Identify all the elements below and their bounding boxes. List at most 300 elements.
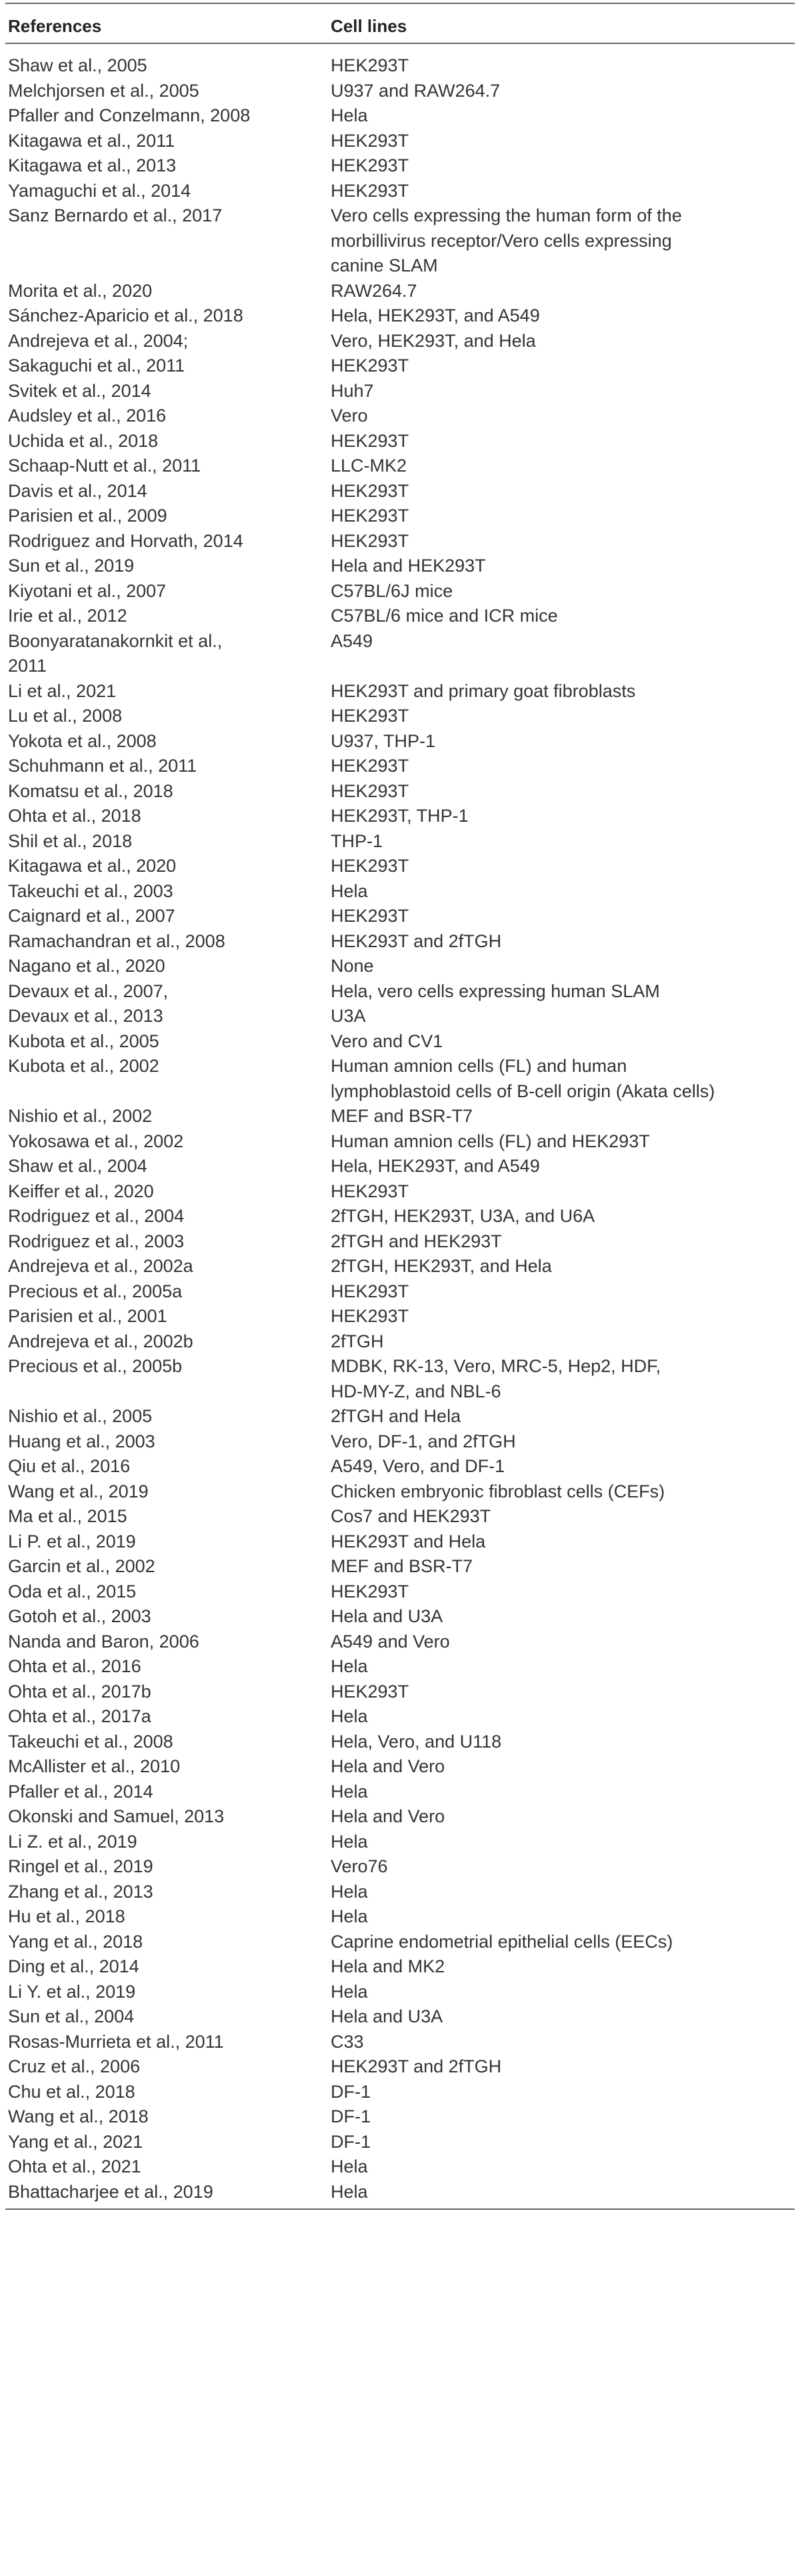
- reference-text: Rodriguez et al., 2004: [8, 1206, 185, 1226]
- cell-lines-text: A549, Vero, and DF-1: [331, 1456, 505, 1476]
- table-row: [0, 979, 800, 1005]
- reference-text: Audsley et al., 2016: [8, 406, 167, 426]
- cell-lines-text: HEK293T: [331, 906, 409, 926]
- reference-text: Li Z. et al., 2019: [8, 1831, 137, 1852]
- reference-cell: [0, 153, 323, 179]
- reference-cell: [0, 2080, 323, 2105]
- cell-lines-cell: [323, 1704, 783, 1730]
- cell-lines-text: 2fTGH: [331, 1331, 384, 1351]
- cell-lines-text: Hela: [331, 1881, 368, 1902]
- cell-lines-cell: [323, 604, 783, 629]
- cell-lines-text: Hela: [331, 1831, 368, 1852]
- cell-lines-cell: [323, 53, 783, 79]
- reference-cell: [0, 129, 323, 154]
- reference-cell: [0, 1129, 323, 1155]
- reference-cell: [0, 1454, 323, 1479]
- reference-cell: [0, 1004, 323, 1029]
- table-header: [0, 12, 800, 39]
- reference-cell: [0, 2154, 323, 2180]
- table-row: [0, 1954, 800, 1980]
- cell-lines-cell: [323, 404, 783, 429]
- cell-lines-text: Hela, HEK293T, and A549: [331, 1156, 540, 1176]
- cell-lines-cell: [323, 79, 783, 104]
- cell-lines-cell: [323, 479, 783, 504]
- reference-cell: [0, 1854, 323, 1880]
- cell-lines-cell: [323, 2130, 783, 2155]
- cell-lines-text: Hela and Vero: [331, 1756, 445, 1776]
- reference-text: Nishio et al., 2005: [8, 1406, 153, 1426]
- reference-cell: [0, 854, 323, 879]
- reference-cell: [0, 1954, 323, 1980]
- cell-lines-text: Human amnion cells (FL) and human: [331, 1056, 627, 1076]
- table-row: [0, 1229, 800, 1255]
- cell-lines-text: HEK293T: [331, 356, 409, 376]
- table-row: [0, 2080, 800, 2105]
- reference-text: Caignard et al., 2007: [8, 906, 175, 926]
- reference-text: Ramachandran et al., 2008: [8, 930, 225, 951]
- table-row: [0, 754, 800, 779]
- cell-lines-text: HEK293T: [331, 430, 409, 451]
- cell-lines-text: Cos7 and HEK293T: [331, 1506, 491, 1526]
- table-row: [0, 1354, 800, 1404]
- reference-text: Davis et al., 2014: [8, 480, 147, 501]
- table-row: [0, 529, 800, 554]
- cell-lines-cell: [323, 804, 783, 829]
- cell-lines-text: 2fTGH and HEK293T: [331, 1231, 502, 1251]
- reference-text: Devaux et al., 2013: [8, 1006, 163, 1026]
- reference-cell: [0, 1654, 323, 1680]
- cell-lines-text: RAW264.7: [331, 280, 417, 301]
- reference-text: Ohta et al., 2017b: [8, 1681, 151, 1702]
- cell-lines-cell: [323, 1930, 783, 1955]
- reference-cell: [0, 379, 323, 404]
- reference-text: Sakaguchi et al., 2011: [8, 356, 185, 376]
- cell-lines-text: lymphoblastoid cells of B-cell origin (Akata cells): [331, 1081, 715, 1101]
- cell-lines-cell: [323, 203, 783, 279]
- reference-text: Andrejeva et al., 2002a: [8, 1256, 193, 1276]
- reference-cell: [0, 1254, 323, 1279]
- cell-lines-text: Vero: [331, 406, 368, 426]
- cell-lines-text: Hela and U3A: [331, 1606, 443, 1626]
- cell-lines-text: C33: [331, 2031, 364, 2052]
- cell-lines-text: MEF and BSR-T7: [331, 1556, 473, 1576]
- cell-lines-text: U3A: [331, 1006, 366, 1026]
- cell-lines-text: Hela, vero cells expressing human SLAM: [331, 981, 660, 1001]
- table-row: [0, 2054, 800, 2080]
- reference-cell: [0, 1429, 323, 1455]
- cell-lines-cell: [323, 1880, 783, 1905]
- cell-lines-cell: [323, 854, 783, 879]
- cell-lines-cell: [323, 1229, 783, 1255]
- table-row: [0, 1880, 800, 1905]
- cell-lines-cell: [323, 1554, 783, 1579]
- cell-lines-cell: [323, 179, 783, 204]
- reference-cell: [0, 504, 323, 529]
- table-row: [0, 103, 800, 129]
- cell-lines-cell: [323, 1529, 783, 1555]
- cell-lines-text: HEK293T and 2fTGH: [331, 930, 502, 951]
- table-row: [0, 1804, 800, 1830]
- reference-text: McAllister et al., 2010: [8, 1756, 181, 1776]
- reference-cell: [0, 2030, 323, 2055]
- reference-text: Okonski and Samuel, 2013: [8, 1806, 225, 1826]
- cell-lines-cell: [323, 1179, 783, 1205]
- reference-text: Nanda and Baron, 2006: [8, 1631, 199, 1652]
- table-row: [0, 1704, 800, 1730]
- table-row: [0, 779, 800, 804]
- reference-text: Nishio et al., 2002: [8, 1106, 153, 1126]
- reference-text: Sánchez-Aparicio et al., 2018: [8, 305, 243, 326]
- cell-lines-text: Hela: [331, 880, 368, 901]
- reference-text: Shaw et al., 2004: [8, 1156, 147, 1176]
- cell-lines-text: U937, THP-1: [331, 730, 436, 751]
- cell-lines-text: HEK293T and 2fTGH: [331, 2056, 502, 2076]
- table-row: [0, 1554, 800, 1579]
- table-row: [0, 1654, 800, 1680]
- cell-lines-text: Hela and U3A: [331, 2006, 443, 2026]
- reference-cell: [0, 1229, 323, 1255]
- table-row: [0, 1179, 800, 1205]
- reference-cell: [0, 1179, 323, 1205]
- cell-lines-cell: [323, 2104, 783, 2130]
- cell-lines-text: Caprine endometrial epithelial cells (EECs): [331, 1931, 673, 1952]
- cell-lines-text: HEK293T: [331, 1681, 409, 1702]
- reference-text: Ding et al., 2014: [8, 1956, 139, 1976]
- reference-text: Keiffer et al., 2020: [8, 1181, 154, 1201]
- reference-text: Komatsu et al., 2018: [8, 780, 173, 801]
- table-row: [0, 203, 800, 279]
- reference-cell: [0, 1504, 323, 1529]
- reference-text: Chu et al., 2018: [8, 2081, 135, 2102]
- cell-lines-text: HEK293T: [331, 1306, 409, 1326]
- cell-lines-text: Chicken embryonic fibroblast cells (CEFs): [331, 1481, 665, 1501]
- reference-cell: [0, 1204, 323, 1229]
- reference-text: Ohta et al., 2021: [8, 2156, 141, 2176]
- reference-cell: [0, 604, 323, 629]
- cell-lines-cell: [323, 879, 783, 904]
- table-row: [0, 929, 800, 954]
- cell-lines-text: Hela: [331, 2181, 368, 2202]
- cell-lines-text: Hela, HEK293T, and A549: [331, 305, 540, 326]
- cell-lines-cell: [323, 979, 783, 1005]
- cell-lines-cell: [323, 904, 783, 929]
- reference-text: Morita et al., 2020: [8, 280, 153, 301]
- table-row: [0, 604, 800, 629]
- table-row: [0, 704, 800, 729]
- table-row: [0, 1830, 800, 1855]
- cell-lines-cell: [323, 1654, 783, 1680]
- reference-cell: [0, 1630, 323, 1655]
- reference-cell: [0, 1754, 323, 1780]
- reference-cell: [0, 929, 323, 954]
- table-row: [0, 904, 800, 929]
- reference-text: Li P. et al., 2019: [8, 1531, 136, 1551]
- table-row: [0, 1854, 800, 1880]
- reference-text: Li et al., 2021: [8, 680, 117, 701]
- table-row: [0, 1279, 800, 1305]
- cell-lines-cell: [323, 1129, 783, 1155]
- reference-cell: [0, 354, 323, 379]
- reference-text: Melchjorsen et al., 2005: [8, 80, 199, 101]
- cell-lines-cell: [323, 1954, 783, 1980]
- table-row: [0, 2030, 800, 2055]
- table-row: [0, 354, 800, 379]
- table-body: [0, 53, 800, 2204]
- reference-cell: [0, 1830, 323, 1855]
- reference-cell: [0, 1354, 323, 1404]
- reference-cell: [0, 329, 323, 354]
- reference-text: Schaap-Nutt et al., 2011: [8, 456, 201, 476]
- reference-cell: [0, 1730, 323, 1755]
- table-row: [0, 379, 800, 404]
- reference-cell: [0, 479, 323, 504]
- table-top-rule: [5, 3, 795, 4]
- cell-lines-cell: [323, 779, 783, 804]
- reference-text: Yokosawa et al., 2002: [8, 1131, 184, 1151]
- reference-cell: [0, 1304, 323, 1329]
- cell-lines-cell: [323, 329, 783, 354]
- reference-text: Wang et al., 2018: [8, 2106, 149, 2126]
- reference-text: Rosas-Murrieta et al., 2011: [8, 2031, 224, 2052]
- reference-cell: [0, 979, 323, 1005]
- cell-lines-cell: [323, 1579, 783, 1605]
- cell-lines-cell: [323, 1680, 783, 1705]
- table-row: [0, 1054, 800, 1104]
- cell-lines-cell: [323, 1304, 783, 1329]
- reference-text: Huang et al., 2003: [8, 1431, 155, 1451]
- reference-cell: [0, 954, 323, 979]
- reference-cell: [0, 1980, 323, 2005]
- cell-lines-text: HEK293T: [331, 155, 409, 175]
- reference-text: Qiu et al., 2016: [8, 1456, 131, 1476]
- cell-lines-cell: [323, 2030, 783, 2055]
- table-row: [0, 1904, 800, 1930]
- cell-lines-text: HEK293T: [331, 856, 409, 876]
- reference-text: Sanz Bernardo et al., 2017: [8, 205, 223, 225]
- reference-cell: [0, 103, 323, 129]
- reference-text: Ohta et al., 2017a: [8, 1706, 151, 1726]
- cell-lines-text: Hela: [331, 1781, 368, 1802]
- reference-cell: [0, 203, 323, 279]
- cell-lines-text: Hela: [331, 105, 368, 125]
- reference-cell: [0, 1029, 323, 1055]
- cell-lines-text: None: [331, 956, 374, 976]
- cell-lines-text: 2fTGH and Hela: [331, 1406, 461, 1426]
- table-row: [0, 454, 800, 479]
- reference-text: Rodriguez and Horvath, 2014: [8, 530, 243, 551]
- cell-lines-text: MEF and BSR-T7: [331, 1106, 473, 1126]
- cell-lines-text: Hela: [331, 1906, 368, 1926]
- cell-lines-text: Vero76: [331, 1856, 388, 1876]
- cell-lines-text: canine SLAM: [331, 255, 438, 275]
- reference-cell: [0, 1154, 323, 1179]
- reference-text: Parisien et al., 2001: [8, 1306, 167, 1326]
- reference-cell: [0, 1780, 323, 1805]
- table-row: [0, 153, 800, 179]
- cell-lines-text: Hela: [331, 1656, 368, 1676]
- table-row: [0, 1930, 800, 1955]
- reference-cell: [0, 1479, 323, 1505]
- cell-lines-text: Vero, HEK293T, and Hela: [331, 330, 536, 351]
- reference-cell: [0, 279, 323, 304]
- reference-cell: [0, 1680, 323, 1705]
- header-references: References: [8, 16, 102, 36]
- cell-lines-cell: [323, 2054, 783, 2080]
- reference-text: Parisien et al., 2009: [8, 506, 167, 526]
- cell-lines-text: Hela: [331, 2156, 368, 2176]
- reference-text: Takeuchi et al., 2008: [8, 1731, 173, 1752]
- table-row: [0, 2180, 800, 2205]
- cell-lines-cell: [323, 1004, 783, 1029]
- cell-lines-cell: [323, 729, 783, 754]
- reference-cell: [0, 529, 323, 554]
- cell-lines-cell: [323, 2180, 783, 2205]
- cell-lines-text: HEK293T: [331, 1281, 409, 1301]
- table-row: [0, 1304, 800, 1329]
- table-row: [0, 179, 800, 204]
- reference-text: Andrejeva et al., 2002b: [8, 1331, 193, 1351]
- cell-lines-cell: [323, 129, 783, 154]
- table-row: [0, 1454, 800, 1479]
- reference-text: Garcin et al., 2002: [8, 1556, 155, 1576]
- reference-cell: [0, 79, 323, 104]
- cell-lines-text: U937 and RAW264.7: [331, 80, 501, 101]
- table-row: [0, 629, 800, 679]
- reference-cell: [0, 1804, 323, 1830]
- reference-cell: [0, 579, 323, 604]
- cell-lines-text: A549 and Vero: [331, 1631, 450, 1652]
- cell-lines-cell: [323, 554, 783, 579]
- cell-lines-text: Hela: [331, 1706, 368, 1726]
- reference-cell: [0, 1554, 323, 1579]
- reference-cell: [0, 679, 323, 704]
- table-row: [0, 2154, 800, 2180]
- table-row: [0, 429, 800, 454]
- table-row: [0, 1579, 800, 1605]
- reference-cell: [0, 1604, 323, 1630]
- table-row: [0, 1104, 800, 1129]
- reference-text: Yang et al., 2021: [8, 2131, 143, 2152]
- cell-lines-cell: [323, 2004, 783, 2030]
- reference-text: Zhang et al., 2013: [8, 1881, 153, 1902]
- cell-lines-cell: [323, 454, 783, 479]
- cell-lines-cell: [323, 1354, 783, 1404]
- cell-lines-text: Hela and HEK293T: [331, 556, 486, 576]
- reference-text: Rodriguez et al., 2003: [8, 1231, 185, 1251]
- cell-lines-cell: [323, 829, 783, 854]
- cell-lines-cell: [323, 1254, 783, 1279]
- cell-lines-cell: [323, 929, 783, 954]
- cell-lines-cell: [323, 754, 783, 779]
- reference-text: Yokota et al., 2008: [8, 730, 157, 751]
- table-row: [0, 854, 800, 879]
- cell-lines-text: HEK293T and Hela: [331, 1531, 486, 1551]
- reference-text: Nagano et al., 2020: [8, 956, 165, 976]
- cell-lines-text: HD-MY-Z, and NBL-6: [331, 1381, 501, 1401]
- reference-text: Precious et al., 2005a: [8, 1281, 183, 1301]
- reference-cell: [0, 2104, 323, 2130]
- reference-text: Shil et al., 2018: [8, 830, 133, 851]
- cell-lines-text: Human amnion cells (FL) and HEK293T: [331, 1131, 650, 1151]
- cell-lines-text: Vero, DF-1, and 2fTGH: [331, 1431, 516, 1451]
- reference-text: Svitek et al., 2014: [8, 380, 151, 401]
- cell-lines-cell: [323, 1029, 783, 1055]
- reference-text: Kitagawa et al., 2011: [8, 130, 175, 151]
- table-row: [0, 1154, 800, 1179]
- cell-lines-cell: [323, 954, 783, 979]
- reference-cell: [0, 1279, 323, 1305]
- cell-lines-cell: [323, 504, 783, 529]
- cell-lines-cell: [323, 1329, 783, 1355]
- reference-cell: [0, 754, 323, 779]
- cell-lines-text: C57BL/6 mice and ICR mice: [331, 606, 558, 626]
- table-row: [0, 479, 800, 504]
- table-row: [0, 579, 800, 604]
- reference-text: Hu et al., 2018: [8, 1906, 125, 1926]
- table-row: [0, 1630, 800, 1655]
- cell-lines-cell: [323, 1980, 783, 2005]
- table-row: [0, 1479, 800, 1505]
- cell-lines-cell: [323, 1454, 783, 1479]
- cell-lines-text: LLC-MK2: [331, 456, 407, 476]
- reference-cell: [0, 53, 323, 79]
- table-row: [0, 404, 800, 429]
- reference-text: Andrejeva et al., 2004;: [8, 330, 189, 351]
- table-row: [0, 1529, 800, 1555]
- table-row: [0, 329, 800, 354]
- cell-lines-cell: [323, 354, 783, 379]
- reference-text: Kubota et al., 2005: [8, 1031, 159, 1051]
- reference-text: Ohta et al., 2018: [8, 806, 141, 826]
- cell-lines-text: A549: [331, 630, 373, 651]
- reference-text: Sun et al., 2019: [8, 556, 135, 576]
- table-row: [0, 2130, 800, 2155]
- table-row: [0, 303, 800, 329]
- reference-text: Gotoh et al., 2003: [8, 1606, 151, 1626]
- reference-cell: [0, 1104, 323, 1129]
- table-row: [0, 1129, 800, 1155]
- reference-cell: [0, 1704, 323, 1730]
- reference-cell: [0, 554, 323, 579]
- cell-lines-cell: [323, 629, 783, 679]
- cell-lines-text: DF-1: [331, 2131, 371, 2152]
- cell-lines-cell: [323, 1754, 783, 1780]
- table-row: [0, 279, 800, 304]
- table-row: [0, 1204, 800, 1229]
- reference-cell: [0, 303, 323, 329]
- cell-lines-text: HEK293T: [331, 780, 409, 801]
- cell-lines-text: HEK293T: [331, 530, 409, 551]
- reference-cell: [0, 2130, 323, 2155]
- cell-lines-cell: [323, 704, 783, 729]
- cell-lines-text: HEK293T: [331, 480, 409, 501]
- reference-cell: [0, 2054, 323, 2080]
- cell-lines-text: DF-1: [331, 2106, 371, 2126]
- reference-cell: [0, 404, 323, 429]
- table-bottom-rule: [5, 2208, 795, 2210]
- reference-text: Pfaller et al., 2014: [8, 1781, 153, 1802]
- reference-cell: [0, 179, 323, 204]
- reference-text: Ma et al., 2015: [8, 1506, 127, 1526]
- cell-lines-cell: [323, 1604, 783, 1630]
- table-row: [0, 1329, 800, 1355]
- reference-text: Precious et al., 2005b: [8, 1356, 183, 1376]
- cell-lines-cell: [323, 1404, 783, 1429]
- reference-cell: [0, 879, 323, 904]
- cell-lines-text: 2fTGH, HEK293T, and Hela: [331, 1256, 552, 1276]
- table-row: [0, 1504, 800, 1529]
- table-row: [0, 954, 800, 979]
